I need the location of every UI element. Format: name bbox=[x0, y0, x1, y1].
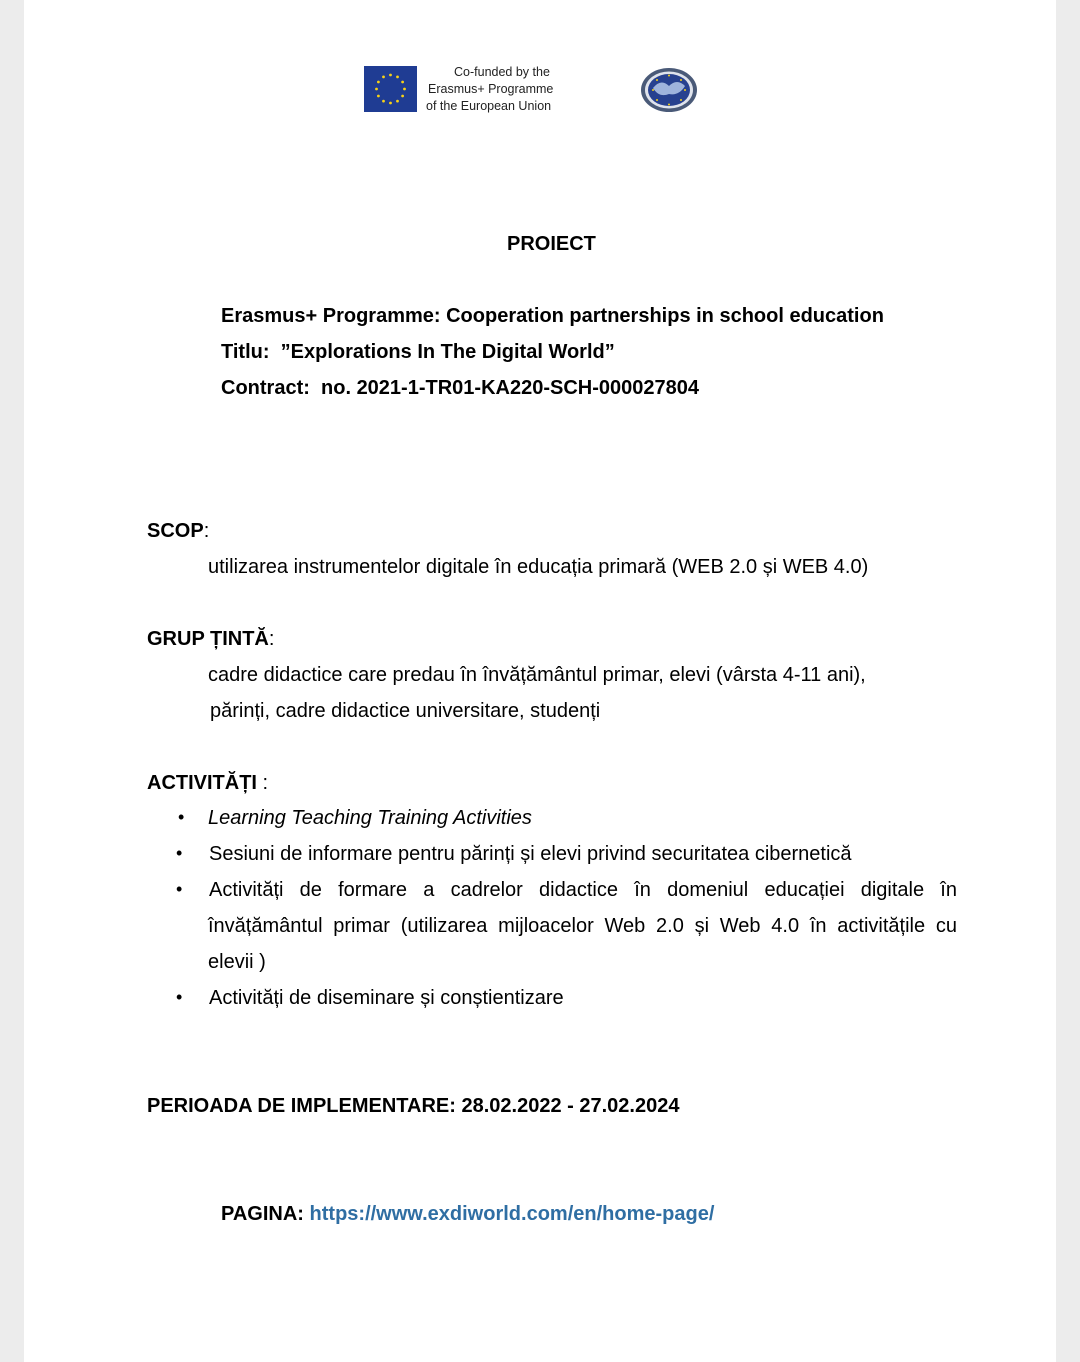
activitati-heading: ACTIVITĂȚI : bbox=[147, 772, 269, 794]
bullet-icon: • bbox=[178, 807, 185, 827]
cofunded-line-3: of the European Union bbox=[426, 99, 552, 113]
activity-item-2: Sesiuni de informare pentru părinți și elevi privind securitatea cibernetică bbox=[209, 843, 852, 865]
eu-cofunded-text bbox=[426, 64, 553, 115]
grup-label: GRUP ȚINTĂ bbox=[147, 628, 269, 650]
eu-flag-icon bbox=[364, 66, 417, 112]
scop-label: SCOP bbox=[147, 520, 204, 542]
contract-line bbox=[221, 376, 699, 400]
pagina-line bbox=[221, 1202, 714, 1226]
grup-heading: GRUP ȚINTĂ: bbox=[147, 628, 275, 650]
perioada-line bbox=[147, 1094, 679, 1118]
document-heading: PROIECT bbox=[507, 233, 596, 255]
partnership-seal-icon bbox=[639, 66, 699, 114]
bullet-icon: • bbox=[176, 879, 183, 899]
perioada-value: 28.02.2022 - 27.02.2024 bbox=[461, 1095, 680, 1117]
activity-item-4: Activități de diseminare și conștientizare bbox=[209, 987, 564, 1009]
title-line bbox=[221, 340, 615, 364]
scop-heading: SCOP: bbox=[147, 520, 210, 542]
document-page bbox=[24, 0, 1056, 1362]
contract-label: Contract: bbox=[221, 377, 310, 399]
pagina-label: PAGINA: bbox=[221, 1203, 304, 1225]
scop-text: utilizarea instrumentelor digitale în educația primară (WEB 2.0 și WEB 4.0) bbox=[208, 556, 869, 578]
activity-item-3-line-1: Activități de formare a cadrelor didactice în domeniul educației digitale în bbox=[209, 879, 957, 901]
activity-item-1: Learning Teaching Training Activities bbox=[208, 807, 532, 829]
contract-value: no. 2021-1-TR01-KA220-SCH-000027804 bbox=[321, 377, 699, 399]
grup-line-2: părinți, cadre didactice universitare, studenți bbox=[210, 700, 601, 722]
cofunded-line-2: Erasmus+ Programme bbox=[428, 82, 554, 96]
activitati-label: ACTIVITĂȚI bbox=[147, 772, 257, 794]
cofunded-line-1: Co-funded by the bbox=[454, 65, 550, 79]
bullet-icon: • bbox=[176, 843, 183, 863]
activity-item-3-line-2: învățământul primar (utilizarea mijloacelor Web 2.0 și Web 4.0 în activitățile cu bbox=[208, 915, 957, 937]
project-website-link[interactable]: https://www.exdiworld.com/en/home-page/ bbox=[309, 1203, 715, 1225]
grup-line-1: cadre didactice care predau în învățământul primar, elevi (vârsta 4-11 ani), bbox=[208, 664, 866, 686]
bullet-icon: • bbox=[176, 987, 183, 1007]
programme-line: Erasmus+ Programme: Cooperation partnerships in school education bbox=[221, 305, 884, 327]
title-label: Titlu: bbox=[221, 341, 270, 363]
perioada-label: PERIOADA DE IMPLEMENTARE: bbox=[147, 1095, 456, 1117]
title-value: ”Explorations In The Digital World” bbox=[280, 341, 615, 363]
activity-item-3-line-3: elevii ) bbox=[208, 951, 266, 973]
